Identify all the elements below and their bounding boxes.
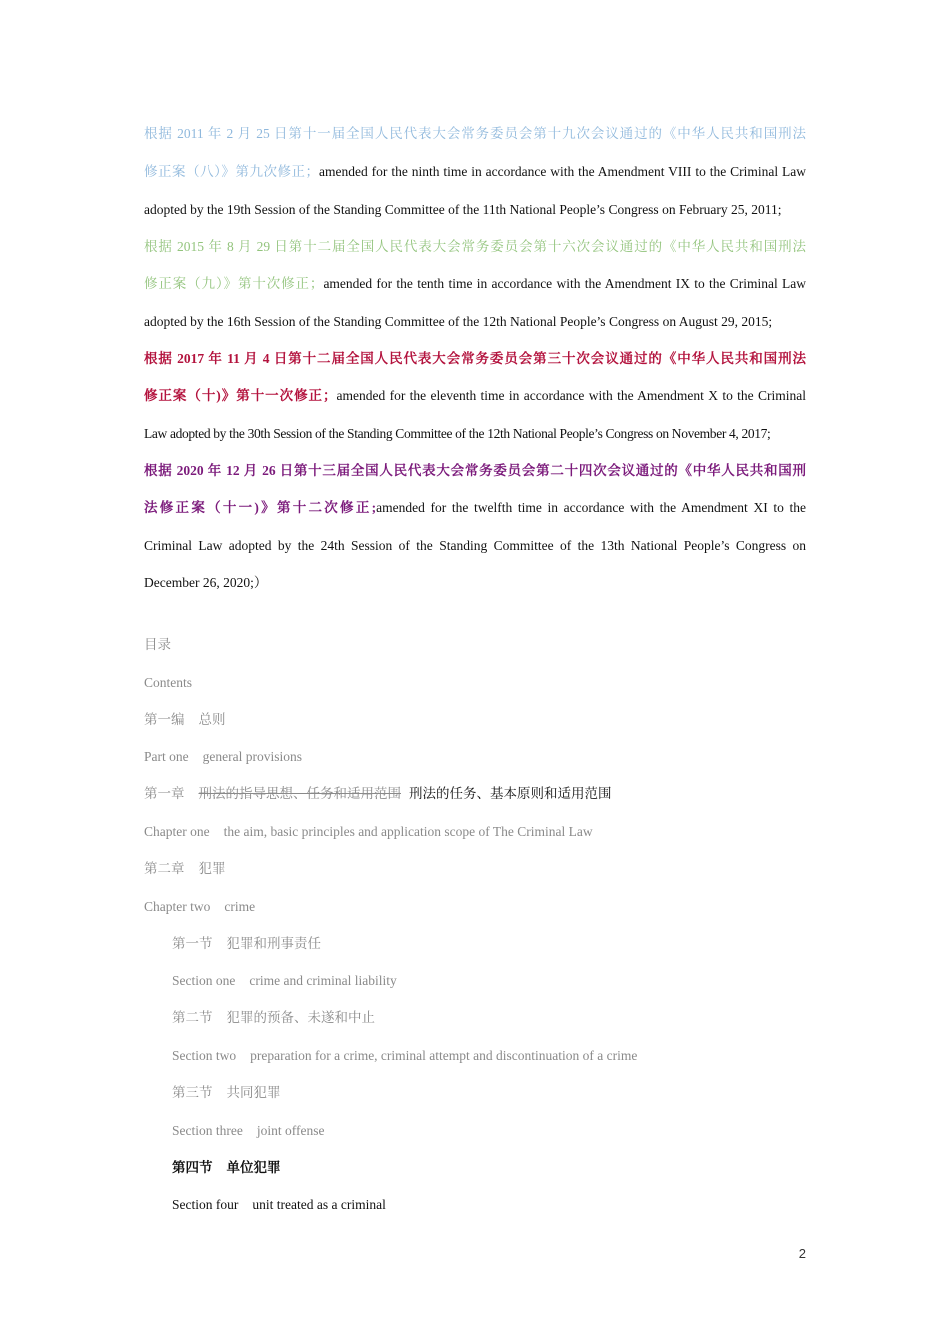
toc-part-one-zh[interactable] — [144, 710, 806, 730]
toc-section-number-en: Section one — [172, 973, 236, 988]
toc-section-title-en: crime and criminal liability — [249, 973, 397, 988]
toc-part-one-en[interactable] — [144, 747, 806, 767]
toc-section-four-en[interactable] — [172, 1195, 834, 1215]
amendment-11-line-2 — [144, 498, 806, 518]
amendment-11-zh-cont: 法修正案（十一)》第十二次修正; — [144, 500, 377, 515]
toc-part-number-en: Part one — [144, 749, 189, 764]
toc-section-two-zh[interactable] — [172, 1008, 834, 1028]
amendment-10-line-1 — [144, 349, 806, 369]
amendment-8-zh-cont: 修正案（八）》第九次修正； — [144, 164, 320, 179]
toc-section-title: 犯罪的预备、未遂和中止 — [226, 1010, 375, 1025]
toc-part-number: 第一编 — [144, 712, 185, 727]
toc-section-three-zh[interactable] — [172, 1083, 834, 1103]
amendment-9-line-1 — [144, 237, 806, 257]
amendment-9-line-3: adopted by the 16th Session of the Standing Committee of the 12th National People’s Congress on August 29, 2015; — [144, 314, 773, 329]
amendment-11-zh: 根据 2020 年 12 月 26 日第十三届全国人民代表大会常务委员会第二十四次会议通过的《中华人民共和国刑 — [144, 463, 806, 478]
toc-section-number: 第二节 — [172, 1010, 213, 1025]
amendment-10-zh: 根据 2017 年 11 月 4 日第十二届全国人民代表大会常务委员会第三十次会议通过的《中华人民共和国刑法 — [144, 351, 806, 366]
page-number: 2 — [798, 1246, 806, 1261]
toc-chapter-one-zh[interactable] — [144, 784, 806, 804]
amendment-10-en: amended for the eleventh time in accordance with the Amendment X to the Criminal — [336, 388, 806, 403]
toc-chapter-two-en[interactable] — [144, 897, 806, 917]
toc-section-title-en: joint offense — [256, 1123, 325, 1138]
toc-section-number-en: Section three — [172, 1123, 243, 1138]
toc-section-title: 单位犯罪 — [226, 1160, 281, 1175]
amendment-8-line-3: adopted by the 19th Session of the Standing Committee of the 11th National People’s Congress on February 25, 2011; — [144, 202, 782, 217]
toc-heading-en: Contents — [144, 675, 193, 690]
toc-part-title: 总则 — [198, 712, 226, 727]
amendment-10-zh-cont: 修正案（十)》第十一次修正； — [144, 388, 337, 403]
amendment-8-line-2 — [144, 162, 806, 182]
toc-chapter-title: 犯罪 — [198, 861, 226, 876]
toc-chapter-number-en: Chapter two — [144, 899, 211, 914]
toc-chapter-title-en: crime — [224, 899, 256, 914]
amendment-8-en: amended for the ninth time in accordance with the Amendment VIII to the Criminal Law — [319, 164, 806, 179]
toc-chapter-title-deleted: 刑法的指导思想、任务和适用范围 — [198, 786, 401, 801]
amendment-9-line-2 — [144, 274, 806, 294]
toc-section-number: 第一节 — [172, 936, 213, 951]
toc-chapter-number: 第二章 — [144, 861, 185, 876]
toc-chapter-one-en[interactable] — [144, 822, 806, 842]
amendment-11-line-1 — [144, 461, 806, 481]
toc-section-title: 共同犯罪 — [226, 1085, 281, 1100]
amendment-9-en: amended for the tenth time in accordance with the Amendment IX to the Criminal Law — [323, 276, 806, 291]
amendment-8-line-1 — [144, 124, 806, 144]
toc-section-title: 犯罪和刑事责任 — [226, 936, 321, 951]
amendment-9-zh: 根据 2015 年 8 月 29 日第十二届全国人民代表大会常务委员会第十六次会议通过的《中华人民共和国刑法 — [144, 239, 806, 254]
toc-chapter-number: 第一章 — [144, 786, 185, 801]
toc-section-one-en[interactable] — [172, 971, 834, 991]
toc-section-one-zh[interactable] — [172, 934, 834, 954]
toc-section-four-zh[interactable] — [172, 1158, 834, 1178]
toc-part-title-en: general provisions — [202, 749, 302, 764]
amendment-10-line-2 — [144, 386, 806, 406]
amendment-9-zh-cont: 修正案（九）》第十次修正； — [144, 276, 324, 291]
toc-chapter-title-revised: 刑法的任务、基本原则和适用范围 — [409, 786, 612, 801]
toc-chapter-number-en: Chapter one — [144, 824, 210, 839]
toc-section-two-en[interactable] — [172, 1046, 834, 1066]
toc-chapter-title-en: the aim, basic principles and application scope of The Criminal Law — [223, 824, 593, 839]
toc-heading-zh: 目录 — [144, 637, 171, 652]
toc-section-number-en: Section four — [172, 1197, 239, 1212]
toc-section-number-en: Section two — [172, 1048, 237, 1063]
toc-section-three-en[interactable] — [172, 1121, 834, 1141]
toc-chapter-two-zh[interactable] — [144, 859, 806, 879]
toc-section-number: 第四节 — [172, 1160, 213, 1175]
amendment-11-line-4: December 26, 2020;） — [144, 575, 268, 590]
amendment-11-line-3: Criminal Law adopted by the 24th Session of the Standing Committee of the 13th National People’s Congress on — [144, 538, 806, 553]
toc-section-number: 第三节 — [172, 1085, 213, 1100]
toc-section-title-en: unit treated as a criminal — [252, 1197, 386, 1212]
toc-section-title-en: preparation for a crime, criminal attempt and discontinuation of a crime — [250, 1048, 638, 1063]
amendment-8-zh: 根据 2011 年 2 月 25 日第十一届全国人民代表大会常务委员会第十九次会议通过的《中华人民共和国刑法 — [144, 126, 806, 141]
amendment-10-line-3: Law adopted by the 30th Session of the Standing Committee of the 12th National People’s Congress on November 4, 2017; — [144, 426, 771, 441]
amendment-11-en: amended for the twelfth time in accordance with the Amendment XI to the — [376, 500, 806, 515]
